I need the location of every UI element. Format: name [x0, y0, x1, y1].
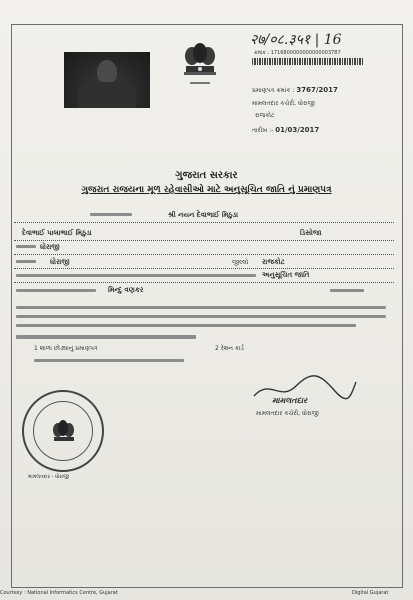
village-name: ધોરાજી	[40, 243, 60, 251]
row-divider	[14, 240, 394, 241]
handwritten-reference: २७/०८.३५१ | 16	[250, 32, 342, 48]
row-divider	[14, 254, 394, 255]
office-city: રાજકોટ	[255, 112, 275, 119]
footer-brand: Digital Gujarat	[352, 590, 389, 596]
section-heading-line	[16, 335, 196, 339]
text-line	[16, 289, 96, 292]
ashoka-emblem-icon	[178, 42, 222, 94]
id-row: ક્રમાંક : 1716800000000000003787	[254, 50, 341, 56]
signatory-designation: મામલતદાર કચેરી, ધોરાજી	[256, 410, 319, 417]
footer-courtesy: Courtesy : National Informatics Centre, Gujarat	[0, 590, 118, 596]
round-stamp-icon	[22, 390, 104, 472]
paragraph-line	[16, 324, 356, 327]
office-name: મામલતદાર કચેરી, ધોરાજી	[252, 100, 315, 107]
text-line	[330, 289, 364, 292]
signature-text: મામલતદાર	[272, 395, 308, 405]
text-line	[90, 213, 132, 216]
text-line	[16, 260, 36, 263]
barcode	[252, 58, 364, 65]
district-label: જીલ્લો	[232, 259, 249, 266]
category-value: અનુસૂચિત જાતિ	[262, 271, 310, 279]
applicant-name: શ્રી નયન દેવાભાઈ મિઠુડા	[168, 211, 239, 219]
applicant-photo	[64, 52, 150, 108]
paragraph-line	[16, 306, 386, 309]
parent-name: દેવાભાઈ પાલાભાઈ મિઠુડા	[22, 229, 92, 237]
text-line	[16, 274, 256, 277]
document-item-1: 1 શાળા છોડ્યાનું પ્રમાણપત્ર	[34, 345, 98, 352]
taluka-name: ધોરાજી	[50, 258, 70, 266]
document-item-2: 2 રેશન કાર્ડ	[215, 345, 244, 352]
district-name: રાજકોટ	[262, 258, 285, 266]
paragraph-line	[16, 315, 386, 318]
text-line	[16, 245, 36, 248]
cert-number-row: પ્રમાણપત્ર ક્રમાંક : 3767/2017	[252, 86, 338, 94]
issue-date-row: તારીખ :- 01/03/2017	[252, 126, 320, 134]
stamp-caption: મામલતદાર - ધોરાજી	[28, 474, 69, 480]
certificate-title: ગુજરાત રાજયના મૂળ રહેવાસીઓ માટે અનુસૂચિત જાતિ નું પ્રમાણપત્ર	[81, 185, 332, 195]
government-title: ગુજરાત સરકાર	[175, 170, 238, 181]
paragraph-line	[34, 359, 184, 362]
row-divider	[14, 282, 394, 283]
caste-name: મિન્દુ વણકર	[108, 286, 144, 294]
row-divider	[14, 222, 394, 223]
place-name: ડિસોજા	[300, 229, 322, 237]
row-divider	[14, 268, 394, 269]
